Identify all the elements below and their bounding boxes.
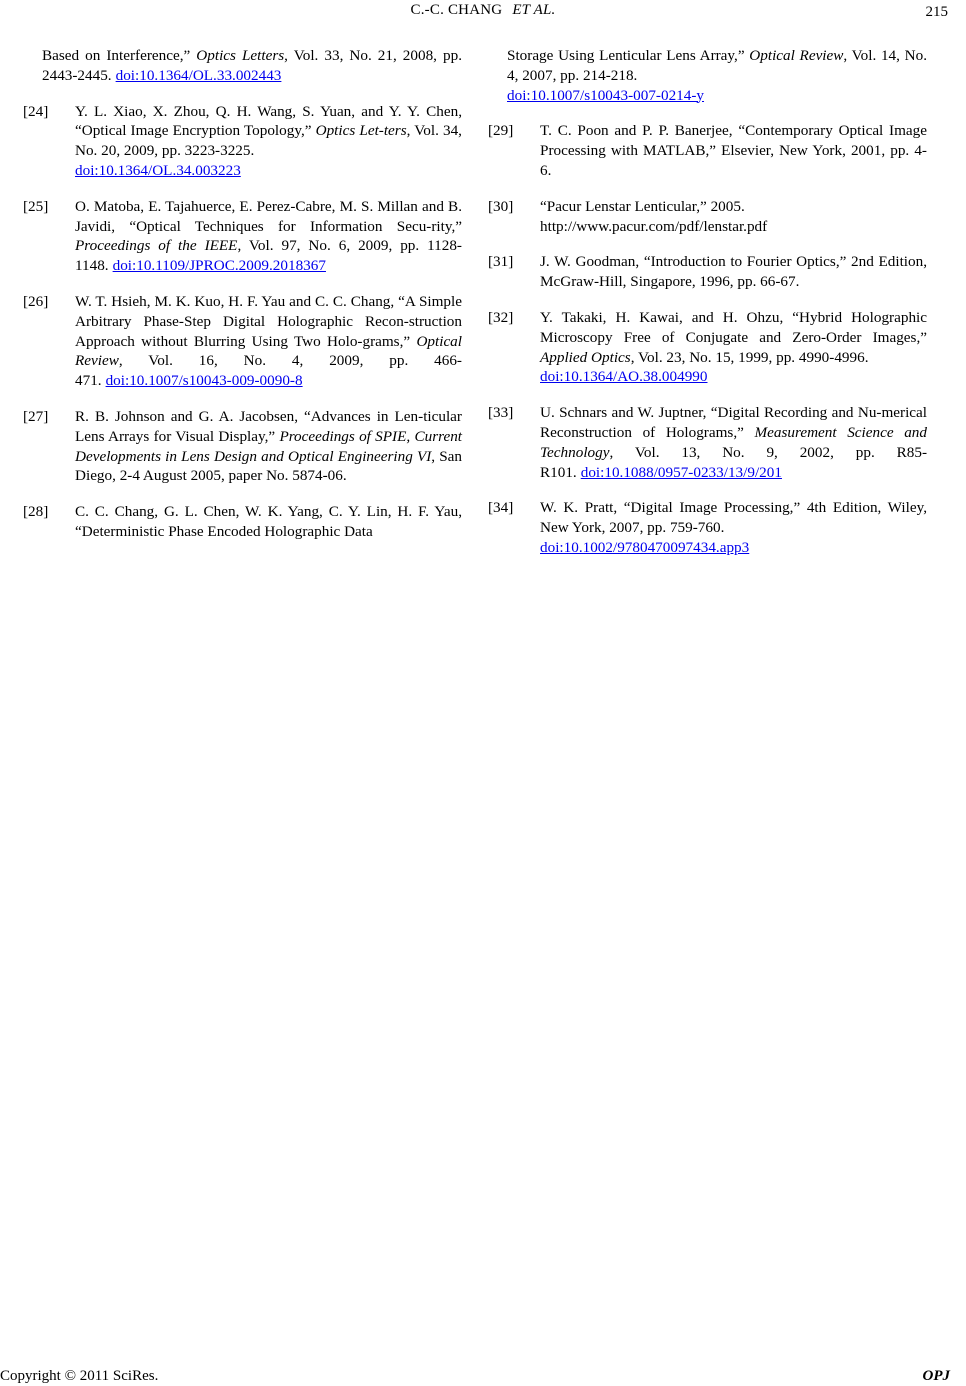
reference-item	[488, 308, 927, 387]
reference-journal-title: Proceedings of SPIE, Current Developments in Lens Design and Optical Engineering VI	[75, 427, 463, 465]
reference-text: T. C. Poon and P. P. Banerjee, “Contemporary Optical Image Processing with MATLAB,” Elsevier, New York, 2001, pp. 4-6.	[540, 122, 927, 179]
reference-number: [33]	[488, 404, 514, 422]
doi-link[interactable]: doi:10.1364/OL.33.002443	[115, 66, 282, 84]
footer-journal: OPJ	[922, 1368, 950, 1384]
reference-number: [31]	[488, 253, 514, 271]
reference-item	[23, 102, 462, 181]
reference-text: Based on Interference,”	[42, 47, 197, 64]
reference-number: [34]	[488, 499, 514, 517]
reference-number: [25]	[23, 197, 49, 215]
reference-journal-title: Optics Let-ters	[315, 122, 407, 140]
doi-link[interactable]: doi:10.1364/AO.38.004990	[540, 368, 708, 386]
running-header	[0, 0, 966, 20]
reference-text: U. Schnars and W. Juptner, “Digital Recording and Nu-merical Reconstruction of Holograms,”	[540, 404, 927, 441]
reference-item	[23, 502, 462, 542]
reference-item	[488, 252, 927, 292]
reference-text: , Vol. 23, No. 15, 1999, pp. 4990-4996.	[630, 348, 869, 366]
reference-text: , Vol. 13, No. 9, 2002, pp. R85-R101.	[540, 443, 927, 481]
references-left-column	[23, 46, 463, 558]
doi-link[interactable]: doi:10.1002/9780470097434.app3	[540, 538, 750, 556]
reference-item	[488, 498, 927, 557]
reference-journal-title: Optical Review	[749, 47, 844, 64]
footer-copyright: Copyright © 2011 SciRes.	[0, 1368, 159, 1384]
doi-link[interactable]: doi:10.1109/JPROC.2009.2018367	[112, 257, 326, 275]
reference-journal-title: Measurement Science and Technology	[540, 423, 927, 461]
doi-link[interactable]: doi:10.1007/s10043-007-0214-y	[507, 86, 705, 104]
reference-text: O. Matoba, E. Tajahuerce, E. Perez-Cabre, M. S. Millan and B. Javidi, “Optical Techniques for Information Secu-rity,”	[75, 197, 462, 235]
reference-journal-title: Optical Review	[75, 332, 462, 370]
header-author: C.-C. CHANG	[410, 2, 503, 18]
reference-item	[488, 197, 927, 237]
reference-text: J. W. Goodman, “Introduction to Fourier Optics,” 2nd Edition, McGraw-Hill, Singapore, 1996, pp. 66-67.	[540, 253, 927, 291]
reference-number: [28]	[23, 503, 49, 521]
reference-text: , Vol. 33, No. 21, 2008, pp. 2443-2445.	[42, 47, 463, 84]
reference-item	[23, 407, 463, 486]
reference-text: Y. L. Xiao, X. Zhou, Q. H. Wang, S. Yuan, and Y. Y. Chen, “Optical Image Encryption Topology,”	[75, 102, 462, 140]
reference-item	[40, 46, 462, 86]
reference-item	[488, 403, 927, 482]
doi-link[interactable]: doi:10.1088/0957-0233/13/9/201	[580, 463, 782, 481]
header-etal: ET AL.	[512, 2, 556, 18]
reference-item	[488, 121, 927, 180]
reference-number: [29]	[488, 122, 514, 140]
reference-text: W. K. Pratt, “Digital Image Processing,” 4th Edition, Wiley, New York, 2007, pp. 759-760.	[540, 499, 927, 537]
reference-number: [26]	[23, 292, 49, 310]
reference-text: “Pacur Lenstar Lenticular,” 2005.	[540, 197, 745, 215]
reference-item	[23, 292, 462, 391]
doi-link[interactable]: doi:10.1364/OL.34.003223	[75, 161, 241, 179]
reference-text: Y. Takaki, H. Kawai, and H. Ohzu, “Hybrid Holographic Microscopy Free of Conjugate and Zero-Order Images,”	[540, 308, 927, 346]
reference-text: , Vol. 16, No. 4, 2009, pp. 466-471.	[75, 352, 462, 390]
doi-link[interactable]: doi:10.1007/s10043-009-0090-8	[105, 372, 303, 390]
reference-text: , San Diego, 2-4 August 2005, paper No. 5874-06.	[75, 447, 462, 485]
reference-text: R. B. Johnson and G. A. Jacobsen, “Advances in Len-ticular Lens Arrays for Visual Display,”	[75, 407, 462, 445]
reference-text: , Vol. 97, No. 6, 2009, pp. 1128-1148.	[75, 237, 462, 275]
reference-text: Storage Using Lenticular Lens Array,”	[507, 47, 750, 64]
reference-item	[505, 46, 927, 105]
reference-journal-title: Applied Optics	[540, 348, 631, 366]
reference-text: , Vol. 34, No. 20, 2009, pp. 3223-3225.	[75, 122, 462, 160]
references-right-column	[488, 46, 928, 574]
reference-number: [30]	[488, 197, 514, 215]
reference-number: [32]	[488, 308, 514, 326]
reference-text: , Vol. 14, No. 4, 2007, pp. 214-218.	[507, 47, 928, 84]
reference-text: W. T. Hsieh, M. K. Kuo, H. F. Yau and C. C. Chang, “A Simple Arbitrary Phase-Step Digital Holographic Recon-struction Approach without Blurring Using Two Holo-grams,”	[75, 292, 462, 350]
reference-text: http://www.pacur.com/pdf/lenstar.pdf	[540, 217, 768, 235]
reference-journal-title: Optics Letters	[196, 47, 285, 64]
reference-journal-title: Proceedings of the IEEE	[75, 237, 238, 255]
reference-item	[23, 197, 462, 276]
reference-text: C. C. Chang, G. L. Chen, W. K. Yang, C. Y. Lin, H. F. Yau, “Deterministic Phase Encoded Holographic Data	[75, 503, 462, 540]
reference-number: [27]	[23, 407, 49, 425]
page-number: 215	[925, 4, 948, 20]
reference-number: [24]	[23, 102, 49, 120]
